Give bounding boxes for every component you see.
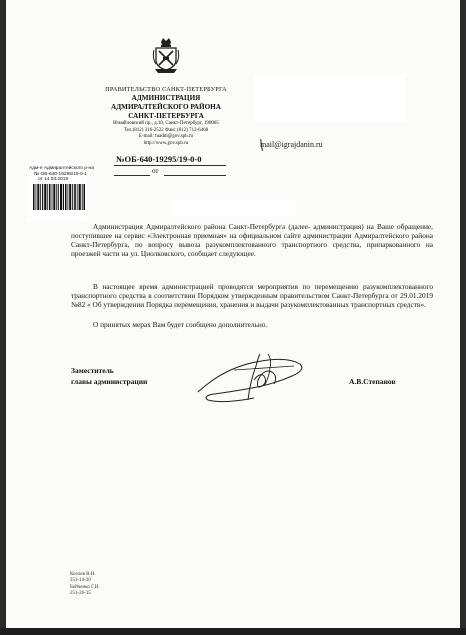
stamp-date: от 14.03.2019 xyxy=(38,177,69,182)
organization-email: E-mail: tuadm@gov.spb.ru xyxy=(138,134,194,139)
government-name: ПРАВИТЕЛЬСТВО САНКТ-ПЕТЕРБУРГА xyxy=(105,86,227,93)
organization-website: http://www.gov.spb.ru xyxy=(143,140,189,146)
stamp-org: Адм-я Адмиралтейского р-на xyxy=(29,166,94,171)
organization-phone-fax: Тел.(812) 316-2522 Факс (812) 712-6468 xyxy=(123,127,209,133)
organization-name-line3: САНКТ-ПЕТЕРБУРГА xyxy=(128,112,204,120)
executor-phone-1: 251-14-30 xyxy=(70,578,91,584)
st-petersburg-coat-of-arms-icon xyxy=(152,36,180,74)
redacted-recipient-name xyxy=(254,74,406,122)
body-paragraph-2: В настоящее время администрацией проводятся мероприятия по перемещению разукомплектованного транспортного средства в соответствии Порядком утвержденным правительством Санкт-Петербурга от 29.01.2019 №82 « Об утверждении Порядка перемещения, хранения и выдачи разукомплектованных транспортных средств». xyxy=(71,282,433,309)
organization-name-line2: АДМИРАЛТЕЙСКОГО РАЙОНА xyxy=(111,103,221,111)
stamp-number: № ОБ-640-19295/19-0-1 xyxy=(34,171,88,177)
executor-phone-2: 251-26-35 xyxy=(70,591,91,597)
date-underline-right xyxy=(164,175,226,176)
executor-name-1: Козлов В.Н. xyxy=(70,572,96,577)
signatory-title-line1: Заместитель xyxy=(71,366,114,375)
barcode-icon xyxy=(33,184,85,210)
body-paragraph-3: О принятых мерах Вам будет сообщено дополнительно. xyxy=(93,320,268,329)
document-number: №ОБ-640-19295/19-0-0 xyxy=(116,154,202,164)
recipient-email: mail@igrajdanin.ru xyxy=(260,140,323,149)
executor-name-2: Бейченко Г.И. xyxy=(70,584,100,590)
document-number-underline xyxy=(114,165,226,166)
organization-name-line1: АДМИНИСТРАЦИЯ xyxy=(131,94,201,102)
organization-address: Измайловский пр., д.10, Санкт-Петербург, 190005 xyxy=(113,121,219,126)
scan-bottom-edge xyxy=(0,628,466,635)
letter-page xyxy=(6,0,460,628)
redacted-recipient-address xyxy=(172,200,296,216)
handwritten-signature xyxy=(194,346,309,408)
date-from-label: от xyxy=(152,167,159,175)
body-paragraph-1: Администрация Адмиралтейского района Санкт-Петербурга (далее- администрация) на Ваше обращение, поступившее на сервис «Электронная приемная» на официальном сайте администрации Адмиралтейского района Санкт-Петербурга, по вопросу вывоза разукомплектованного транспортного средства, припаркованного на проезжей части на ул. Циолковского, сообщает следующее. xyxy=(71,222,433,258)
signatory-title-line2: главы администрации xyxy=(71,377,148,386)
signatory-name: А.В.Степанов xyxy=(349,377,396,386)
registration-stamp xyxy=(27,164,94,222)
date-underline-left xyxy=(114,175,150,176)
